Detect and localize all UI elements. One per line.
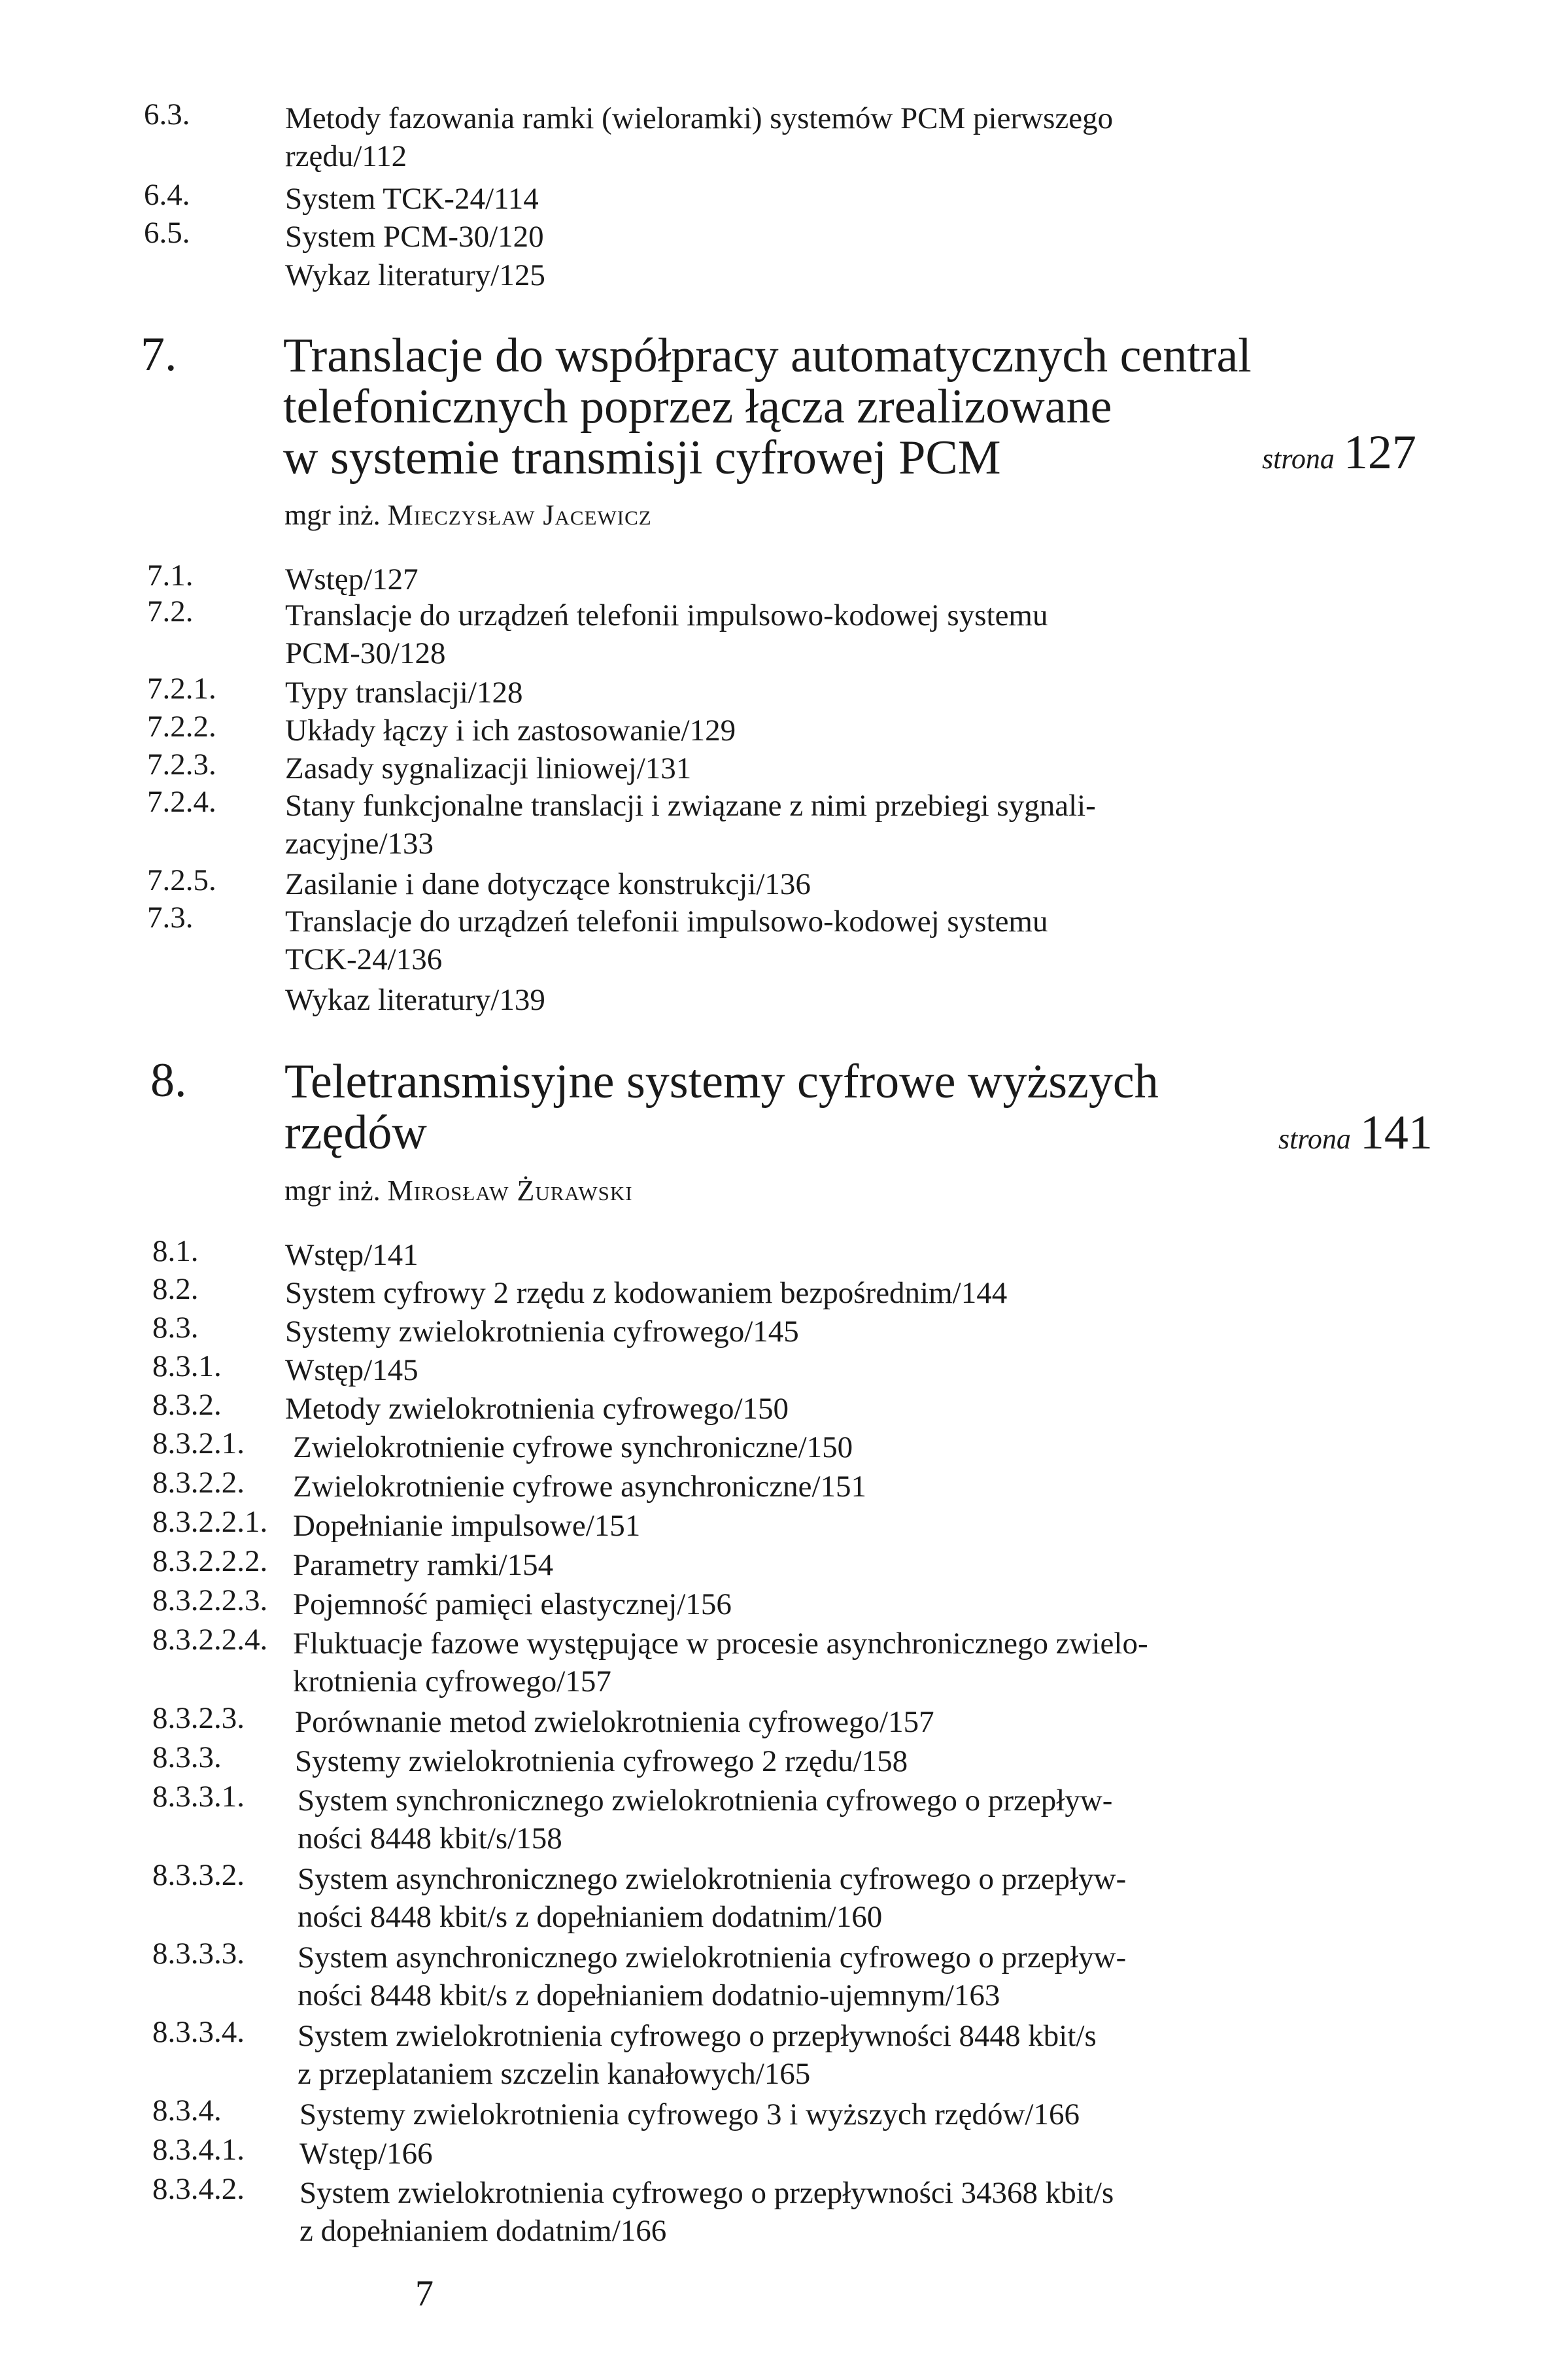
entry-number: 7.2.4.: [147, 785, 216, 819]
chapter-8-author: [284, 1174, 633, 1207]
entry-number: 8.1.: [152, 1234, 199, 1268]
entry-number: 8.3.2.2.: [152, 1466, 245, 1500]
chapter-7-author: [284, 498, 652, 532]
entry-text: Translacje do urządzeń telefonii impulsowo-kodowej systemu TCK-24/136: [285, 905, 1048, 976]
entry-text: Zasilanie i dane dotyczące konstrukcji/136: [285, 867, 811, 901]
entry-text: Zwielokrotnienie cyfrowe synchroniczne/150: [293, 1430, 853, 1464]
strona-label: strona: [1278, 1123, 1351, 1155]
entry-text: Systemy zwielokrotnienia cyfrowego 2 rzędu/158: [295, 1744, 908, 1778]
entry-text: Wykaz literatury/125: [285, 258, 545, 292]
page-ref-number: 141: [1359, 1106, 1433, 1160]
entry-number: 8.3.: [152, 1311, 199, 1345]
entry-text: System zwielokrotnienia cyfrowego o przepływności 34368 kbit/s z dopełnianiem dodatnim/166: [299, 2176, 1114, 2248]
author-prefix: mgr inż.: [284, 1175, 381, 1207]
entry-number: 6.3.: [144, 97, 190, 131]
entry-text: Fluktuacje fazowe występujące w procesie asynchronicznego zwielo- krotnienia cyfrowego/157: [293, 1627, 1148, 1699]
entry-text: System TCK-24/114: [285, 182, 539, 216]
entry-number: 7.3.: [147, 901, 194, 935]
entry-number: 7.2.: [147, 595, 194, 629]
entry-number: 8.3.4.2.: [152, 2172, 245, 2206]
entry-text: Stany funkcjonalne translacji i związane z nimi przebiegi sygnali- zacyjne/133: [285, 789, 1096, 861]
entry-text: Translacje do urządzeń telefonii impulsowo-kodowej systemu PCM-30/128: [285, 598, 1048, 670]
chapter-title: Teletransmisyjne systemy cyfrowe wyższych rzędów: [284, 1055, 1159, 1160]
entry-number: 8.3.2.2.4.: [152, 1623, 268, 1657]
entry-number: 8.3.1.: [152, 1349, 222, 1383]
chapter-number: 8.: [150, 1054, 187, 1107]
entry-number: 8.3.4.: [152, 2094, 222, 2128]
entry-text: Układy łączy i ich zastosowanie/129: [285, 714, 736, 748]
entry-text: System zwielokrotnienia cyfrowego o przepływności 8448 kbit/s z przeplataniem szczelin kanałowych/165: [298, 2019, 1097, 2091]
entry-text: Wykaz literatury/139: [285, 983, 545, 1017]
entry-number: 7.2.3.: [147, 748, 216, 782]
entry-text: System asynchronicznego zwielokrotnienia cyfrowego o przepływ- ności 8448 kbit/s z dopełnianiem dodatnim/160: [298, 1862, 1127, 1934]
entry-text: Parametry ramki/154: [293, 1548, 554, 1582]
author-prefix: mgr inż.: [284, 499, 381, 531]
entry-text: Wstęp/166: [299, 2137, 433, 2171]
entry-number: 8.3.4.1.: [152, 2133, 245, 2167]
author-name: Mieczysław Jacewicz: [387, 499, 652, 531]
entry-text: Typy translacji/128: [285, 676, 523, 710]
entry-number: 8.3.3.: [152, 1740, 222, 1774]
entry-text: Systemy zwielokrotnienia cyfrowego/145: [285, 1315, 799, 1349]
chapter-title: Translacje do współpracy automatycznych central telefonicznych poprzez łącza zrealizowane w systemie transmisji cyfrowej PCM: [283, 329, 1252, 485]
entry-text: Wstęp/141: [285, 1238, 418, 1272]
entry-text: System synchronicznego zwielokrotnienia cyfrowego o przepływ- ności 8448 kbit/s/158: [298, 1784, 1113, 1855]
entry-text: System cyfrowy 2 rzędu z kodowaniem bezpośrednim/144: [285, 1276, 1008, 1310]
entry-number: 8.3.2.1.: [152, 1426, 245, 1460]
entry-number: 8.2.: [152, 1272, 199, 1306]
page-ref-number: 127: [1343, 426, 1416, 479]
chapter-7-page-ref: [1262, 425, 1416, 481]
entry-number: 8.3.3.4.: [152, 2015, 245, 2049]
entry-text: Pojemność pamięci elastycznej/156: [293, 1587, 732, 1621]
entry-number: 7.2.5.: [147, 863, 216, 897]
entry-number: 7.2.2.: [147, 710, 216, 744]
entry-number: 8.3.2.3.: [152, 1701, 245, 1735]
entry-number: 8.3.2.: [152, 1388, 222, 1422]
entry-text: Zasady sygnalizacji liniowej/131: [285, 751, 692, 785]
entry-text: Metody zwielokrotnienia cyfrowego/150: [285, 1392, 789, 1426]
entry-number: 8.3.3.2.: [152, 1858, 245, 1892]
entry-number: 6.5.: [144, 216, 190, 250]
strona-label: strona: [1262, 443, 1335, 475]
entry-text: Wstęp/145: [285, 1353, 418, 1387]
entry-text: System PCM-30/120: [285, 220, 544, 254]
entry-text: Porównanie metod zwielokrotnienia cyfrowego/157: [295, 1705, 934, 1739]
entry-text: Dopełnianie impulsowe/151: [293, 1509, 641, 1543]
entry-number: 8.3.2.2.3.: [152, 1583, 268, 1617]
entry-number: 7.1.: [147, 559, 194, 593]
chapter-number: 7.: [141, 328, 177, 381]
entry-number: 8.3.3.3.: [152, 1937, 245, 1971]
entry-number: 8.3.3.1.: [152, 1780, 245, 1814]
page-number: 7: [415, 2273, 434, 2314]
chapter-8-page-ref: [1278, 1105, 1433, 1161]
author-name: Mirosław Żurawski: [387, 1175, 633, 1207]
entry-text: Systemy zwielokrotnienia cyfrowego 3 i wyższych rzędów/166: [299, 2097, 1080, 2131]
entry-number: 8.3.2.2.2.: [152, 1544, 268, 1578]
entry-number: 6.4.: [144, 178, 190, 212]
entry-text: Wstęp/127: [285, 562, 418, 596]
entry-number: 8.3.2.2.1.: [152, 1505, 268, 1539]
entry-text: Zwielokrotnienie cyfrowe asynchroniczne/151: [293, 1470, 867, 1504]
entry-text: System asynchronicznego zwielokrotnienia cyfrowego o przepływ- ności 8448 kbit/s z dopełnianiem dodatnio-ujemnym/163: [298, 1940, 1127, 2012]
entry-number: 7.2.1.: [147, 672, 216, 706]
entry-text: Metody fazowania ramki (wieloramki) systemów PCM pierwszego rzędu/112: [285, 101, 1114, 173]
